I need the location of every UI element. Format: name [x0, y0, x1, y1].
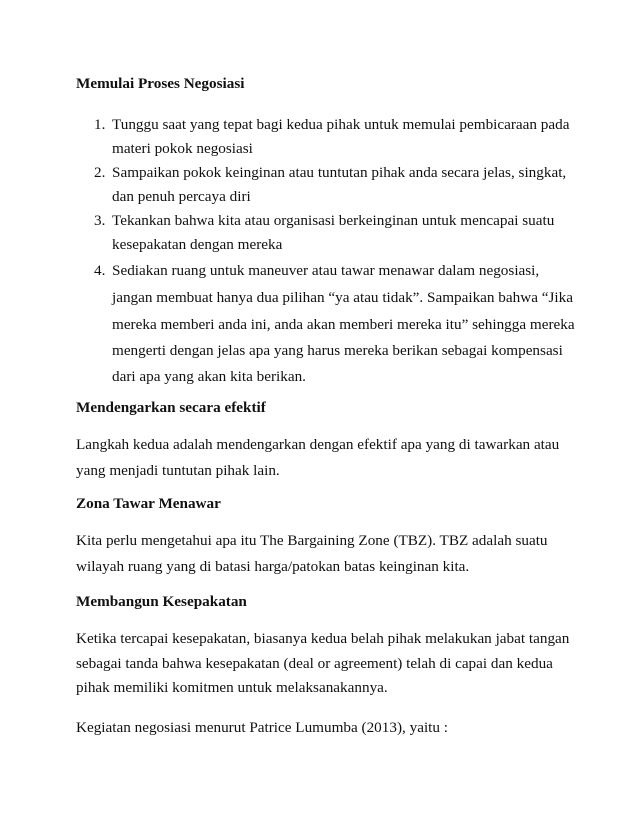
paragraph-zona-line-1: Kita perlu mengetahui apa itu The Bargaining Zone (TBZ). TBZ adalah suatu — [76, 532, 548, 549]
list-item-3-line-1: Tekankan bahwa kita atau organisasi berkeinginan untuk mencapai suatu — [112, 212, 555, 229]
list-number-4: 4. — [94, 262, 106, 279]
list-item-2-line-1: Sampaikan pokok keinginan atau tuntutan pihak anda secara jelas, singkat, — [112, 164, 567, 181]
section-heading-zona-tawar: Zona Tawar Menawar — [76, 495, 221, 512]
paragraph-kesepakatan-line-3: pihak memiliki komitmen untuk melaksanakannya. — [76, 679, 388, 696]
list-item-4-line-3: mereka memberi anda ini, anda akan memberi mereka itu” sehingga mereka — [112, 316, 575, 333]
list-item-4-line-2: jangan membuat hanya dua pilihan “ya atau tidak”. Sampaikan bahwa “Jika — [112, 289, 573, 306]
paragraph-kesepakatan-line-1: Ketika tercapai kesepakatan, biasanya kedua belah pihak melakukan jabat tangan — [76, 630, 570, 647]
paragraph-zona-line-2: wilayah ruang yang di batasi harga/patokan batas keinginan kita. — [76, 558, 470, 575]
list-item-2-line-2: dan penuh percaya diri — [112, 188, 251, 205]
paragraph-mendengarkan-line-1: Langkah kedua adalah mendengarkan dengan efektif apa yang di tawarkan atau — [76, 436, 560, 453]
list-item-4-line-5: dari apa yang akan kita berikan. — [112, 368, 306, 385]
paragraph-kesepakatan-line-2: sebagai tanda bahwa kesepakatan (deal or agreement) telah di capai dan kedua — [76, 655, 553, 672]
closing-line: Kegiatan negosiasi menurut Patrice Lumumba (2013), yaitu : — [76, 719, 448, 736]
list-number-1: 1. — [94, 116, 106, 133]
list-item-4-line-4: mengerti dengan jelas apa yang harus mereka berikan sebagai kompensasi — [112, 342, 563, 359]
list-item-1-line-2: materi pokok negosiasi — [112, 140, 253, 157]
section-heading-memulai: Memulai Proses Negosiasi — [76, 75, 245, 92]
paragraph-mendengarkan-line-2: yang menjadi tuntutan pihak lain. — [76, 462, 280, 479]
list-number-3: 3. — [94, 212, 106, 229]
section-heading-mendengarkan: Mendengarkan secara efektif — [76, 399, 266, 416]
list-item-1-line-1: Tunggu saat yang tepat bagi kedua pihak untuk memulai pembicaraan pada — [112, 116, 570, 133]
section-heading-kesepakatan: Membangun Kesepakatan — [76, 593, 247, 610]
list-item-4-line-1: Sediakan ruang untuk maneuver atau tawar menawar dalam negosiasi, — [112, 262, 540, 279]
list-number-2: 2. — [94, 164, 106, 181]
list-item-3-line-2: kesepakatan dengan mereka — [112, 236, 283, 253]
